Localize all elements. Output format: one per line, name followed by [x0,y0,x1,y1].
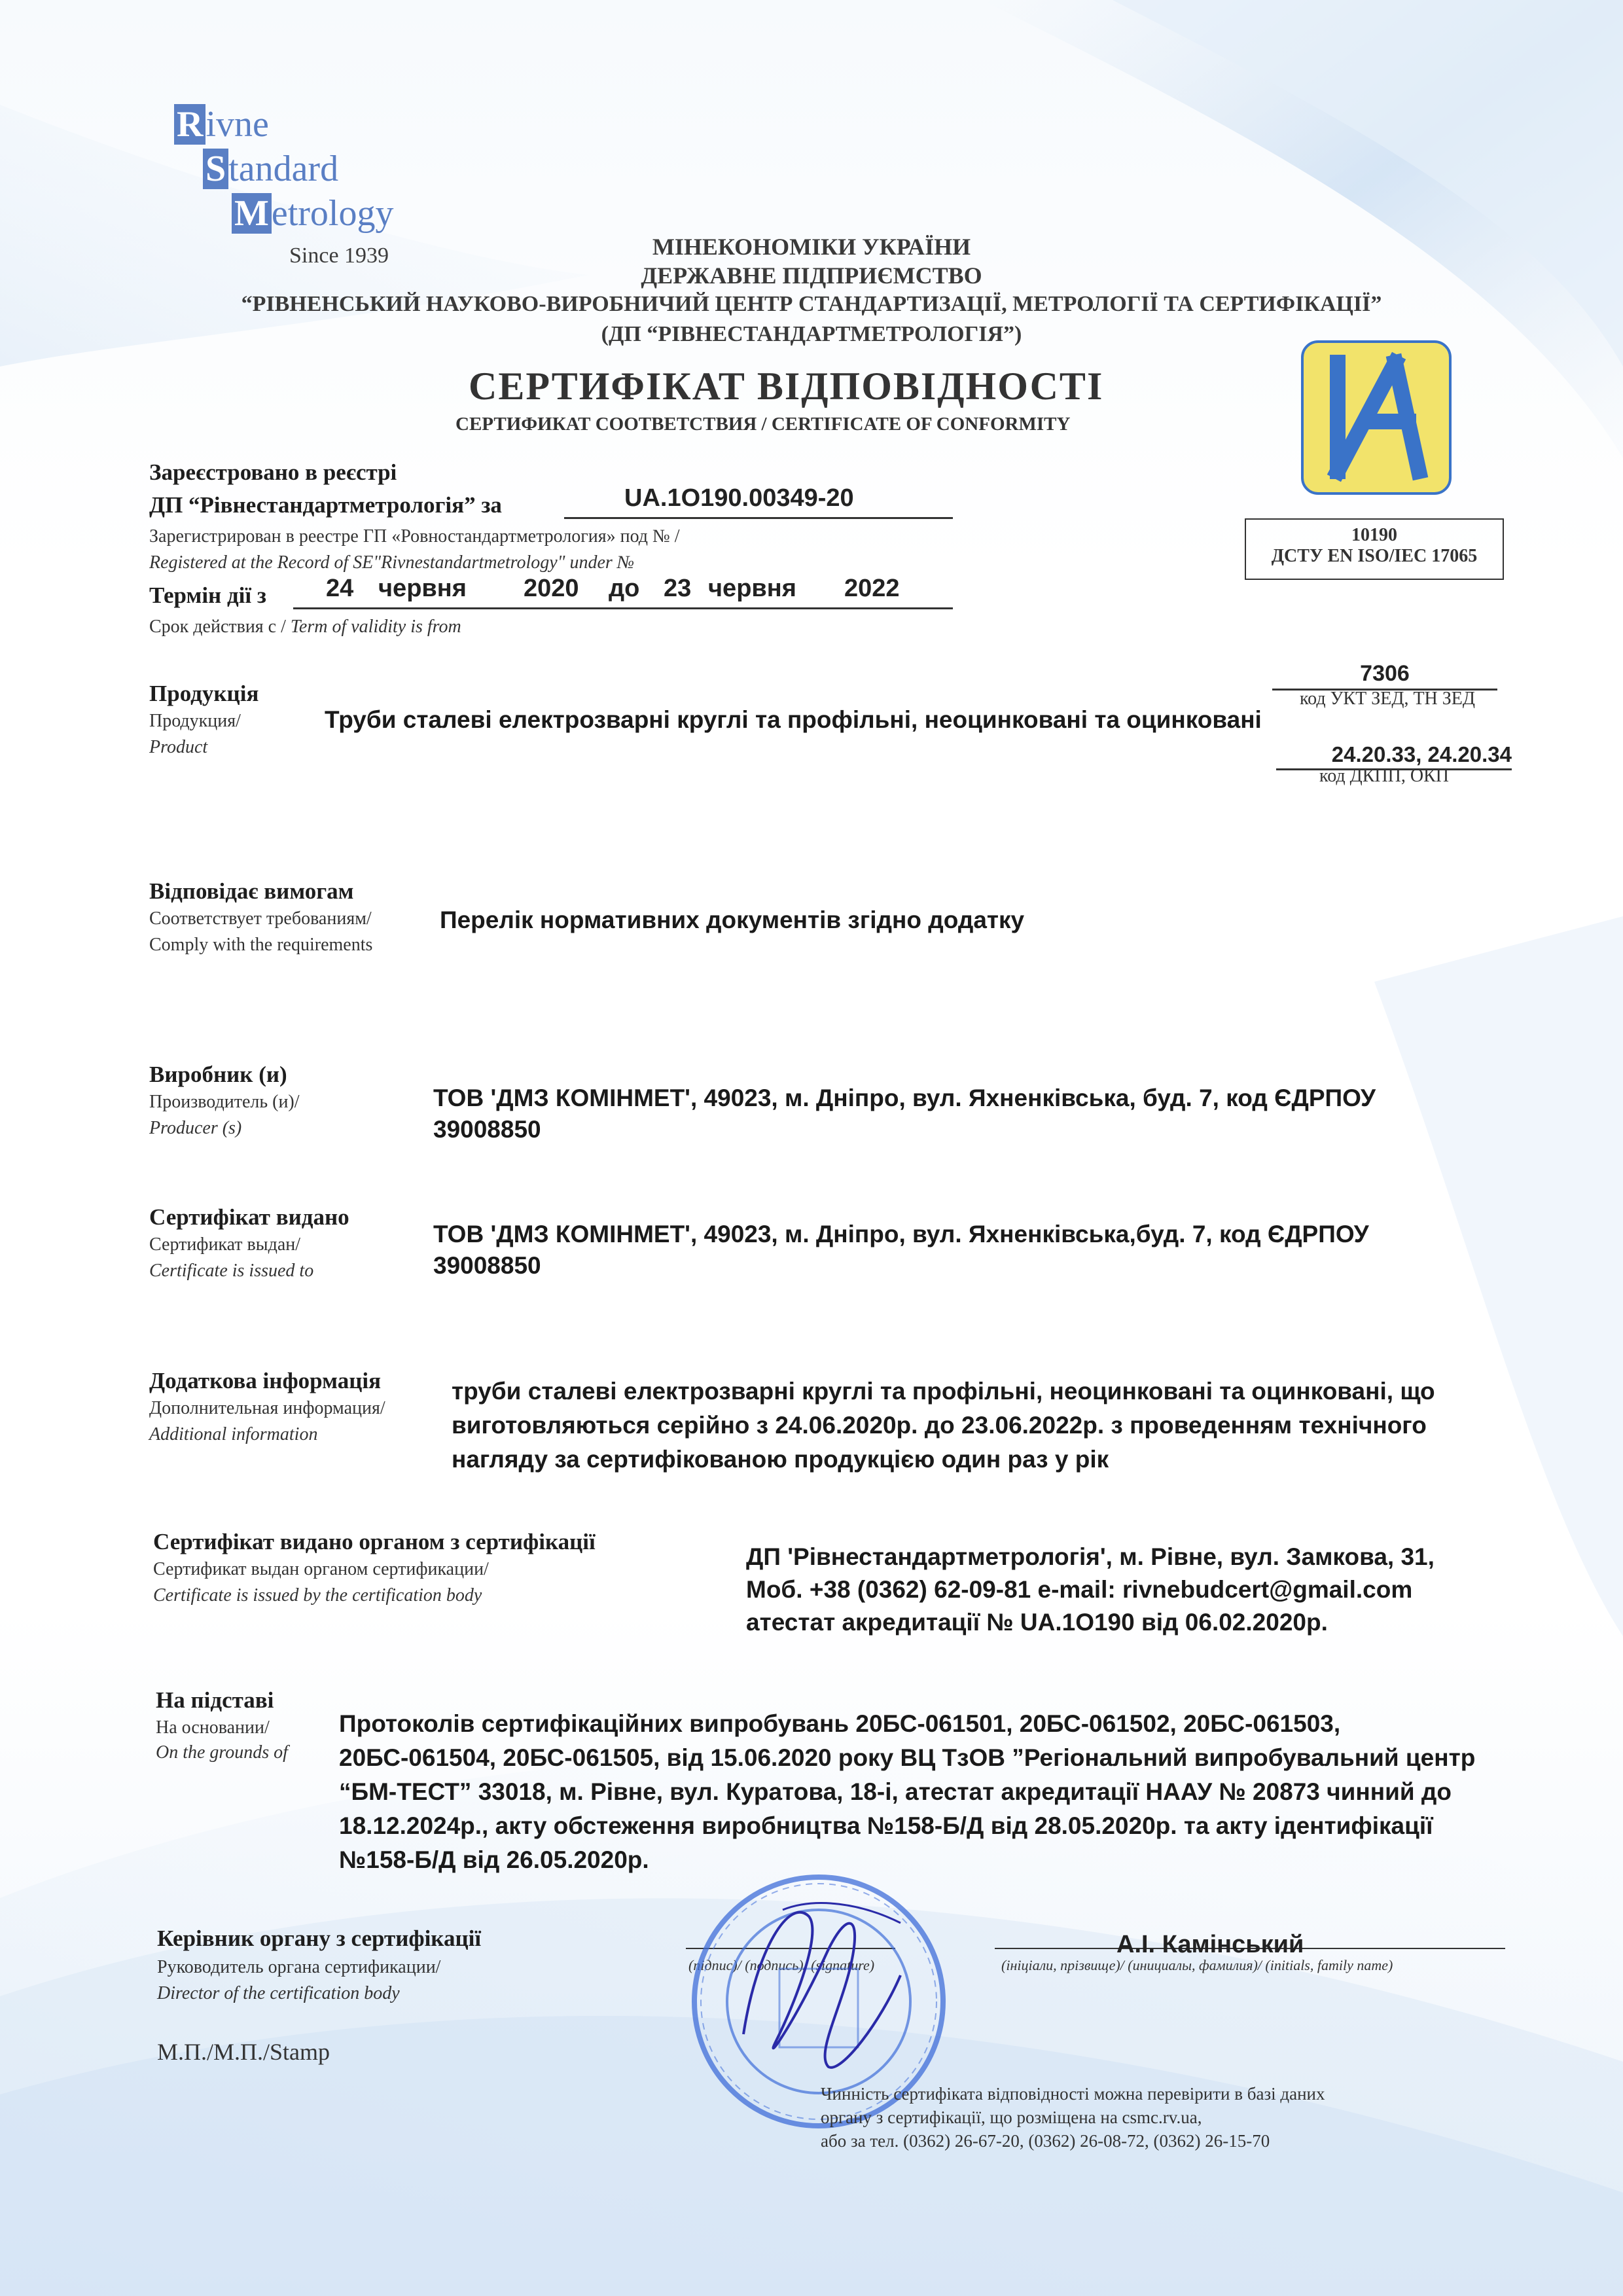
director-name: А.І. Камінський [1116,1931,1304,1958]
product-value: Труби сталеві електрозварні круглі та профільні, неоцинковані та оцинковані [325,706,1262,733]
header-enterprise: ДЕРЖАВНЕ ПІДПРИЄМСТВО [641,262,982,289]
product-label-en: Product [149,737,208,757]
product-label-ru: Продукция/ [149,711,241,731]
issued-to-label-ru: Сертификат выдан/ [149,1234,301,1255]
validity-from-year: 2020 [524,575,579,602]
registry-label-2: ДП “Рівнестандартметрологія” за [149,492,502,518]
director-label-ru: Руководитель органа сертификации/ [157,1957,441,1977]
validity-label: Термін дії з [149,583,266,608]
additional-label: Додаткова інформація [149,1368,382,1393]
uktzed-code: 7306 [1272,661,1497,691]
logo-line-rivne: Rivne [174,103,269,145]
header-abbrev: (ДП “РІВНЕСТАНДАРТМЕТРОЛОГІЯ”) [601,322,1022,346]
grounds-value: Протоколів сертифікаційних випробувань 20БС-061501, 20БС-061502, 20БС-061503, 20БС-061504, 20БС-061505, від 15.06.2020 року ВЦ ТзОВ ”Регіональний випробувальний центр “БМ-ТЕСТ” 33018, м. Рівне, вул. Куратова, 18-і, атестат акредитації НААУ № 20873 чинний до 18.12.2024р., акту обстеження виробництва №158-Б/Д від 28.05.2020р. та акту ідентифікації №158-Б/Д від 26.05.2020р. [339,1710,1476,1873]
logo-line-metrology: Metrology [232,192,393,234]
registry-number-line [564,484,953,519]
additional-label-en: Additional information [149,1424,318,1444]
grounds-label-ru: На основании/ [156,1717,270,1738]
logo-since: Since 1939 [289,243,389,268]
validity-from-month: червня [378,575,467,602]
page-subtitle: СЕРТИФИКАТ СООТВЕТСТВИЯ / CERTIFICATE OF CONFORMITY [455,414,1071,435]
producer-label-ru: Производитель (и)/ [149,1092,300,1112]
name-caption: (ініціали, прізвище)/ (инициалы, фамилия)/ (initials, family name) [1001,1957,1393,1973]
validity-to-word: до [609,575,640,602]
accreditation-code: 10190 [1351,525,1397,545]
producer-label-en: Producer (s) [149,1118,242,1138]
grounds-label: На підставі [156,1687,274,1713]
footer-line-2: органу з сертифікації, що розміщена на csmc.rv.ua, [821,2108,1202,2127]
additional-label-ru: Дополнительная информация/ [149,1398,385,1418]
grounds-label-en: On the grounds of [156,1742,288,1763]
header-center-name: “РІВНЕНСЬКИЙ НАУКОВО-ВИРОБНИЧИЙ ЦЕНТР СТАНДАРТИЗАЦІЇ, МЕТРОЛОГІЇ ТА СЕРТИФІКАЦІЇ” [241,292,1382,316]
requirements-label-en: Comply with the requirements [149,935,373,955]
requirements-label: Відповідає вимогам [149,878,354,904]
requirements-label-ru: Соответствует требованиям/ [149,908,372,929]
director-label-en: Director of the certification body [157,1983,400,2003]
footer-line-3: або за тел. (0362) 26-67-20, (0362) 26-08-72, (0362) 26-15-70 [821,2131,1270,2151]
conformity-mark [1301,340,1452,495]
body-value: ДП 'Рівнестандартметрологія', м. Рівне, вул. Замкова, 31, Моб. +38 (0362) 62-09-81 e-mail: rivnebudcert@gmail.com атестат акредитації № UA.1O190 від 06.02.2020р. [746,1543,1435,1636]
conformity-mark-icon [1304,343,1449,492]
validity-to-month: червня [708,575,796,602]
logo-line-standard: Standard [203,148,338,190]
additional-value: труби сталеві електрозварні круглі та профільні, неоцинковані та оцинковані, що виготовляються серійно з 24.06.2020р. до 23.06.2022р. з проведенням технічного нагляду за сертифікованою продукцією один раз у рік [452,1378,1435,1473]
body-label-ru: Сертификат выдан органом сертификации/ [153,1559,489,1579]
body-label: Сертифікат видано органом з сертифікації [153,1529,596,1554]
body-label-en: Certificate is issued by the certification body [153,1585,482,1605]
signature-caption: (підпис)/ (подпись)/ (signature) [688,1957,875,1973]
issued-to-label: Сертифікат видано [149,1204,349,1230]
issued-to-value: ТОВ 'ДМЗ КОМІНМЕТ', 49023, м. Дніпро, вул. Яхненківська,буд. 7, код ЄДРПОУ 39008850 [433,1221,1369,1279]
page-title: СЕРТИФІКАТ ВІДПОВІДНОСТІ [469,365,1104,408]
issued-to-label-en: Certificate is issued to [149,1261,314,1281]
validity-sub-en: Term of validity is from [290,617,461,637]
registry-number: UA.1O190.00349-20 [624,484,854,512]
validity-from-day: 24 [326,575,354,602]
validity-to-year: 2022 [844,575,900,602]
dkpp-code: 24.20.33, 24.20.34 [1276,742,1512,770]
producer-label: Виробник (и) [149,1062,287,1087]
dkpp-label: код ДКПП, ОКП [1319,766,1449,786]
validity-dates [293,573,953,609]
validity-to-day: 23 [664,575,692,602]
footer-line-1: Чинність сертифіката відповідності можна перевірити в базі даних [821,2084,1325,2104]
accreditation-standard: ДСТУ EN ISO/IEC 17065 [1271,546,1478,566]
accreditation-box [1245,518,1504,580]
stamp-label: М.П./М.П./Stamp [157,2039,330,2065]
uktzed-label: код УКТ ЗЕД, ТН ЗЕД [1299,689,1475,709]
registry-en: Registered at the Record of SE"Rivnestandartmetrology" under № [149,552,635,573]
requirements-value: Перелік нормативних документів згідно додатку [440,906,1025,933]
validity-sub-ru: Срок действия с / [149,617,291,637]
registry-ru: Зарегистрирован в реестре ГП «Ровностандартметрология» под № / [149,526,680,547]
registry-label-1: Зареєстровано в реєстрі [149,459,397,485]
validity-sub [149,617,461,637]
product-label: Продукція [149,681,259,706]
director-label: Керівник органу з сертифікації [157,1926,482,1951]
header-ministry: МІНЕКОНОМІКИ УКРАЇНИ [652,234,971,260]
producer-value: ТОВ 'ДМЗ КОМІНМЕТ', 49023, м. Дніпро, вул. Яхненківська, буд. 7, код ЄДРПОУ 39008850 [433,1085,1376,1143]
